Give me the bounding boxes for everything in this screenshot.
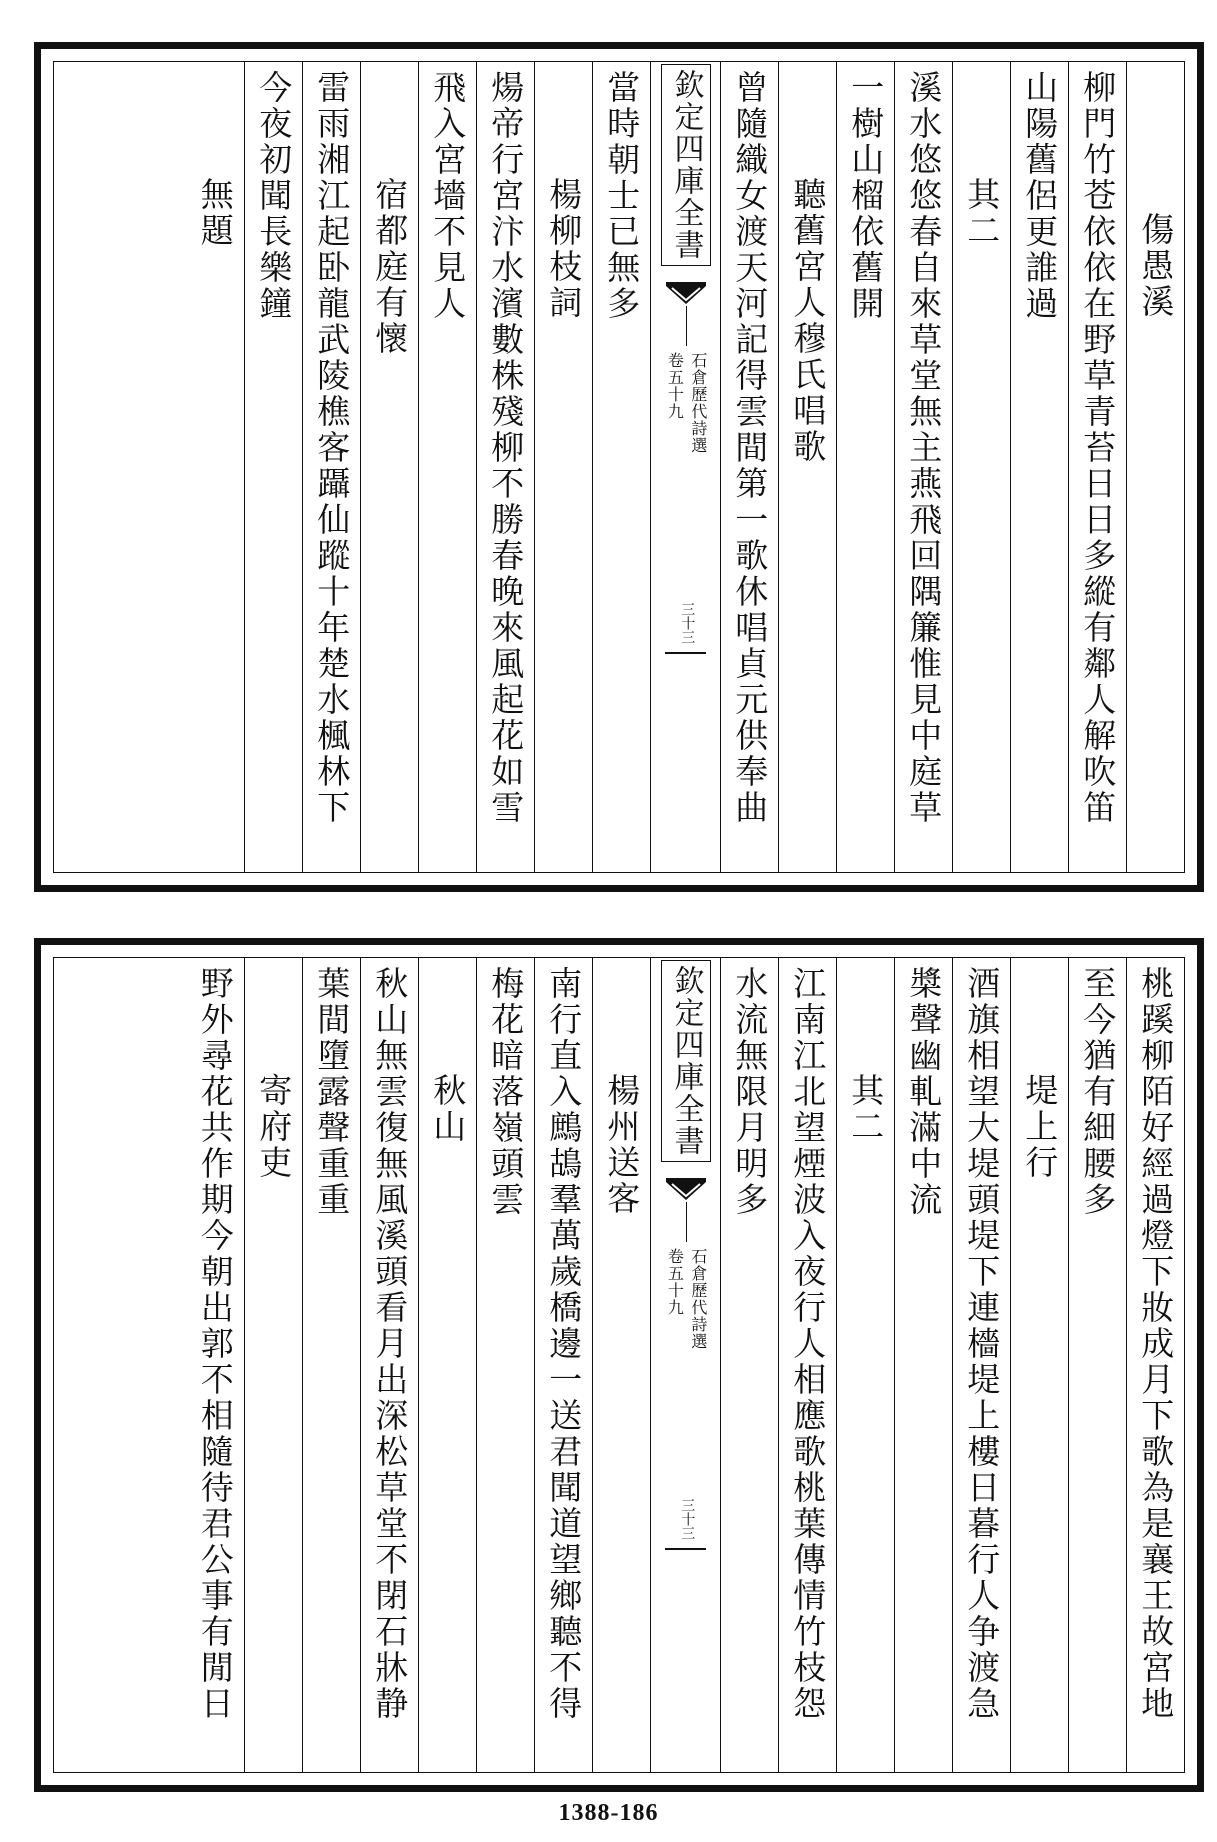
bottom-page-number: 三十三 xyxy=(679,1498,696,1540)
bottom-poem-line: 酒旗相望大堤頭堤下連檣堤上樓日暮行人争渡急 xyxy=(962,966,1002,1722)
top-gutter-rule xyxy=(686,306,688,346)
bottom-text-column xyxy=(302,958,360,1772)
bottom-gutter-rule xyxy=(686,1202,688,1242)
top-page-number: 三十三 xyxy=(679,602,696,644)
top-text-column xyxy=(1126,62,1184,872)
bottom-poem-line: 水流無限月明多 xyxy=(730,966,770,1218)
top-poem-title: 其二 xyxy=(962,177,1002,249)
top-text-column xyxy=(894,62,952,872)
top-page-rule xyxy=(665,652,706,654)
top-text-column xyxy=(244,62,302,872)
bottom-text-column xyxy=(244,958,302,1772)
bottom-text-column xyxy=(418,958,476,1772)
bottom-poem-title: 楊州送客 xyxy=(602,1073,642,1217)
bottom-text-column xyxy=(1068,958,1126,1772)
top-text-column xyxy=(1010,62,1068,872)
bottom-poem-line: 梅花暗落嶺頭雲 xyxy=(486,966,526,1218)
top-poem-line: 雷雨湘江起卧龍武陵樵客躡仙蹤十年楚水楓林下 xyxy=(312,70,352,826)
top-poem-title: 無題 xyxy=(195,177,235,249)
top-text-column xyxy=(592,62,650,872)
bottom-poem-line: 槳聲幽軋滿中流 xyxy=(904,966,944,1218)
bottom-page-half xyxy=(34,938,1204,1792)
top-poem-line: 山陽舊侶更誰過 xyxy=(1020,70,1060,322)
top-text-column xyxy=(476,62,534,872)
bottom-poem-line: 至今猶有細腰多 xyxy=(1078,966,1118,1218)
top-poem-title: 聽舊宮人穆氏唱歌 xyxy=(788,177,828,465)
bottom-poem-title: 秋山 xyxy=(428,1073,468,1145)
bottom-poem-line: 葉間墮露聲重重 xyxy=(312,966,352,1218)
top-library-title: 欽定四庫全書 xyxy=(661,64,711,266)
bottom-poem-title: 寄府吏 xyxy=(254,1073,294,1181)
bottom-page-rule xyxy=(665,1548,706,1550)
top-text-column xyxy=(1068,62,1126,872)
bottom-poem-line: 南行直入鷓鴣羣萬歲橋邊一送君聞道望鄉聽不得 xyxy=(544,966,584,1722)
top-poem-line: 當時朝士已無多 xyxy=(602,70,642,322)
top-text-column xyxy=(418,62,476,872)
top-poem-title: 傷愚溪 xyxy=(1136,212,1176,320)
top-poem-title: 宿都庭有懷 xyxy=(370,177,410,357)
bottom-text-column xyxy=(360,958,418,1772)
top-text-column xyxy=(360,62,418,872)
bottom-volume-label: 卷五十九 xyxy=(665,1248,685,1316)
top-poem-line: 曾隨織女渡天河記得雲間第一歌休唱貞元供奉曲 xyxy=(730,70,770,826)
top-center-gutter xyxy=(650,62,720,872)
top-poem-line: 今夜初聞長樂鐘 xyxy=(254,70,294,322)
bottom-poem-line: 桃蹊柳陌好經過燈下妝成月下歌為是襄王故宮地 xyxy=(1136,966,1176,1722)
top-poem-title: 楊柳枝詞 xyxy=(544,177,584,321)
bottom-text-column xyxy=(476,958,534,1772)
bottom-text-frame xyxy=(53,957,1185,1773)
bottom-text-column xyxy=(1126,958,1184,1772)
top-fish-tail-mark xyxy=(666,280,706,306)
bottom-poem-line: 江南江北望煙波入夜行人相應歌桃葉傳情竹枝怨 xyxy=(788,966,828,1722)
top-poem-line: 柳門竹苍依依在野草青苔日日多縱有鄰人解吹笛 xyxy=(1078,70,1118,826)
bottom-text-column xyxy=(592,958,650,1772)
top-poem-line: 煬帝行宮汴水濱數株殘柳不勝春晚來風起花如雪 xyxy=(486,70,526,826)
bottom-text-column xyxy=(720,958,778,1772)
top-text-column xyxy=(836,62,894,872)
bottom-book-title: 石倉歷代詩選 xyxy=(688,1248,708,1350)
page-footer-label: 1388-186 xyxy=(558,1800,659,1826)
top-volume-label: 卷五十九 xyxy=(665,352,685,420)
top-page-half xyxy=(34,42,1204,892)
top-text-column xyxy=(186,62,244,872)
bottom-text-column xyxy=(186,958,244,1772)
bottom-text-column xyxy=(952,958,1010,1772)
bottom-center-gutter xyxy=(650,958,720,1772)
bottom-poem-title: 堤上行 xyxy=(1020,1073,1060,1181)
bottom-poem-line: 野外尋花共作期今朝出郭不相隨待君公事有閒日 xyxy=(195,966,235,1722)
bottom-poem-line: 秋山無雲復無風溪頭看月出深松草堂不閉石牀静 xyxy=(370,966,410,1722)
bottom-fish-tail-mark xyxy=(666,1176,706,1202)
top-text-column xyxy=(534,62,592,872)
top-poem-line: 飛入宮墻不見人 xyxy=(428,70,468,322)
bottom-text-column xyxy=(836,958,894,1772)
bottom-text-column xyxy=(1010,958,1068,1772)
top-text-column xyxy=(302,62,360,872)
top-poem-line: 溪水悠悠春自來草堂無主燕飛回隅簾惟見中庭草 xyxy=(904,70,944,826)
bottom-text-column xyxy=(894,958,952,1772)
bottom-text-column xyxy=(778,958,836,1772)
top-text-frame xyxy=(53,61,1185,873)
top-text-column xyxy=(778,62,836,872)
top-book-title: 石倉歷代詩選 xyxy=(688,352,708,454)
bottom-library-title: 欽定四庫全書 xyxy=(661,960,711,1162)
bottom-poem-title: 其二 xyxy=(846,1073,886,1145)
top-text-column xyxy=(720,62,778,872)
top-poem-line: 一樹山榴依舊開 xyxy=(846,70,886,322)
top-text-column xyxy=(952,62,1010,872)
bottom-text-column xyxy=(534,958,592,1772)
